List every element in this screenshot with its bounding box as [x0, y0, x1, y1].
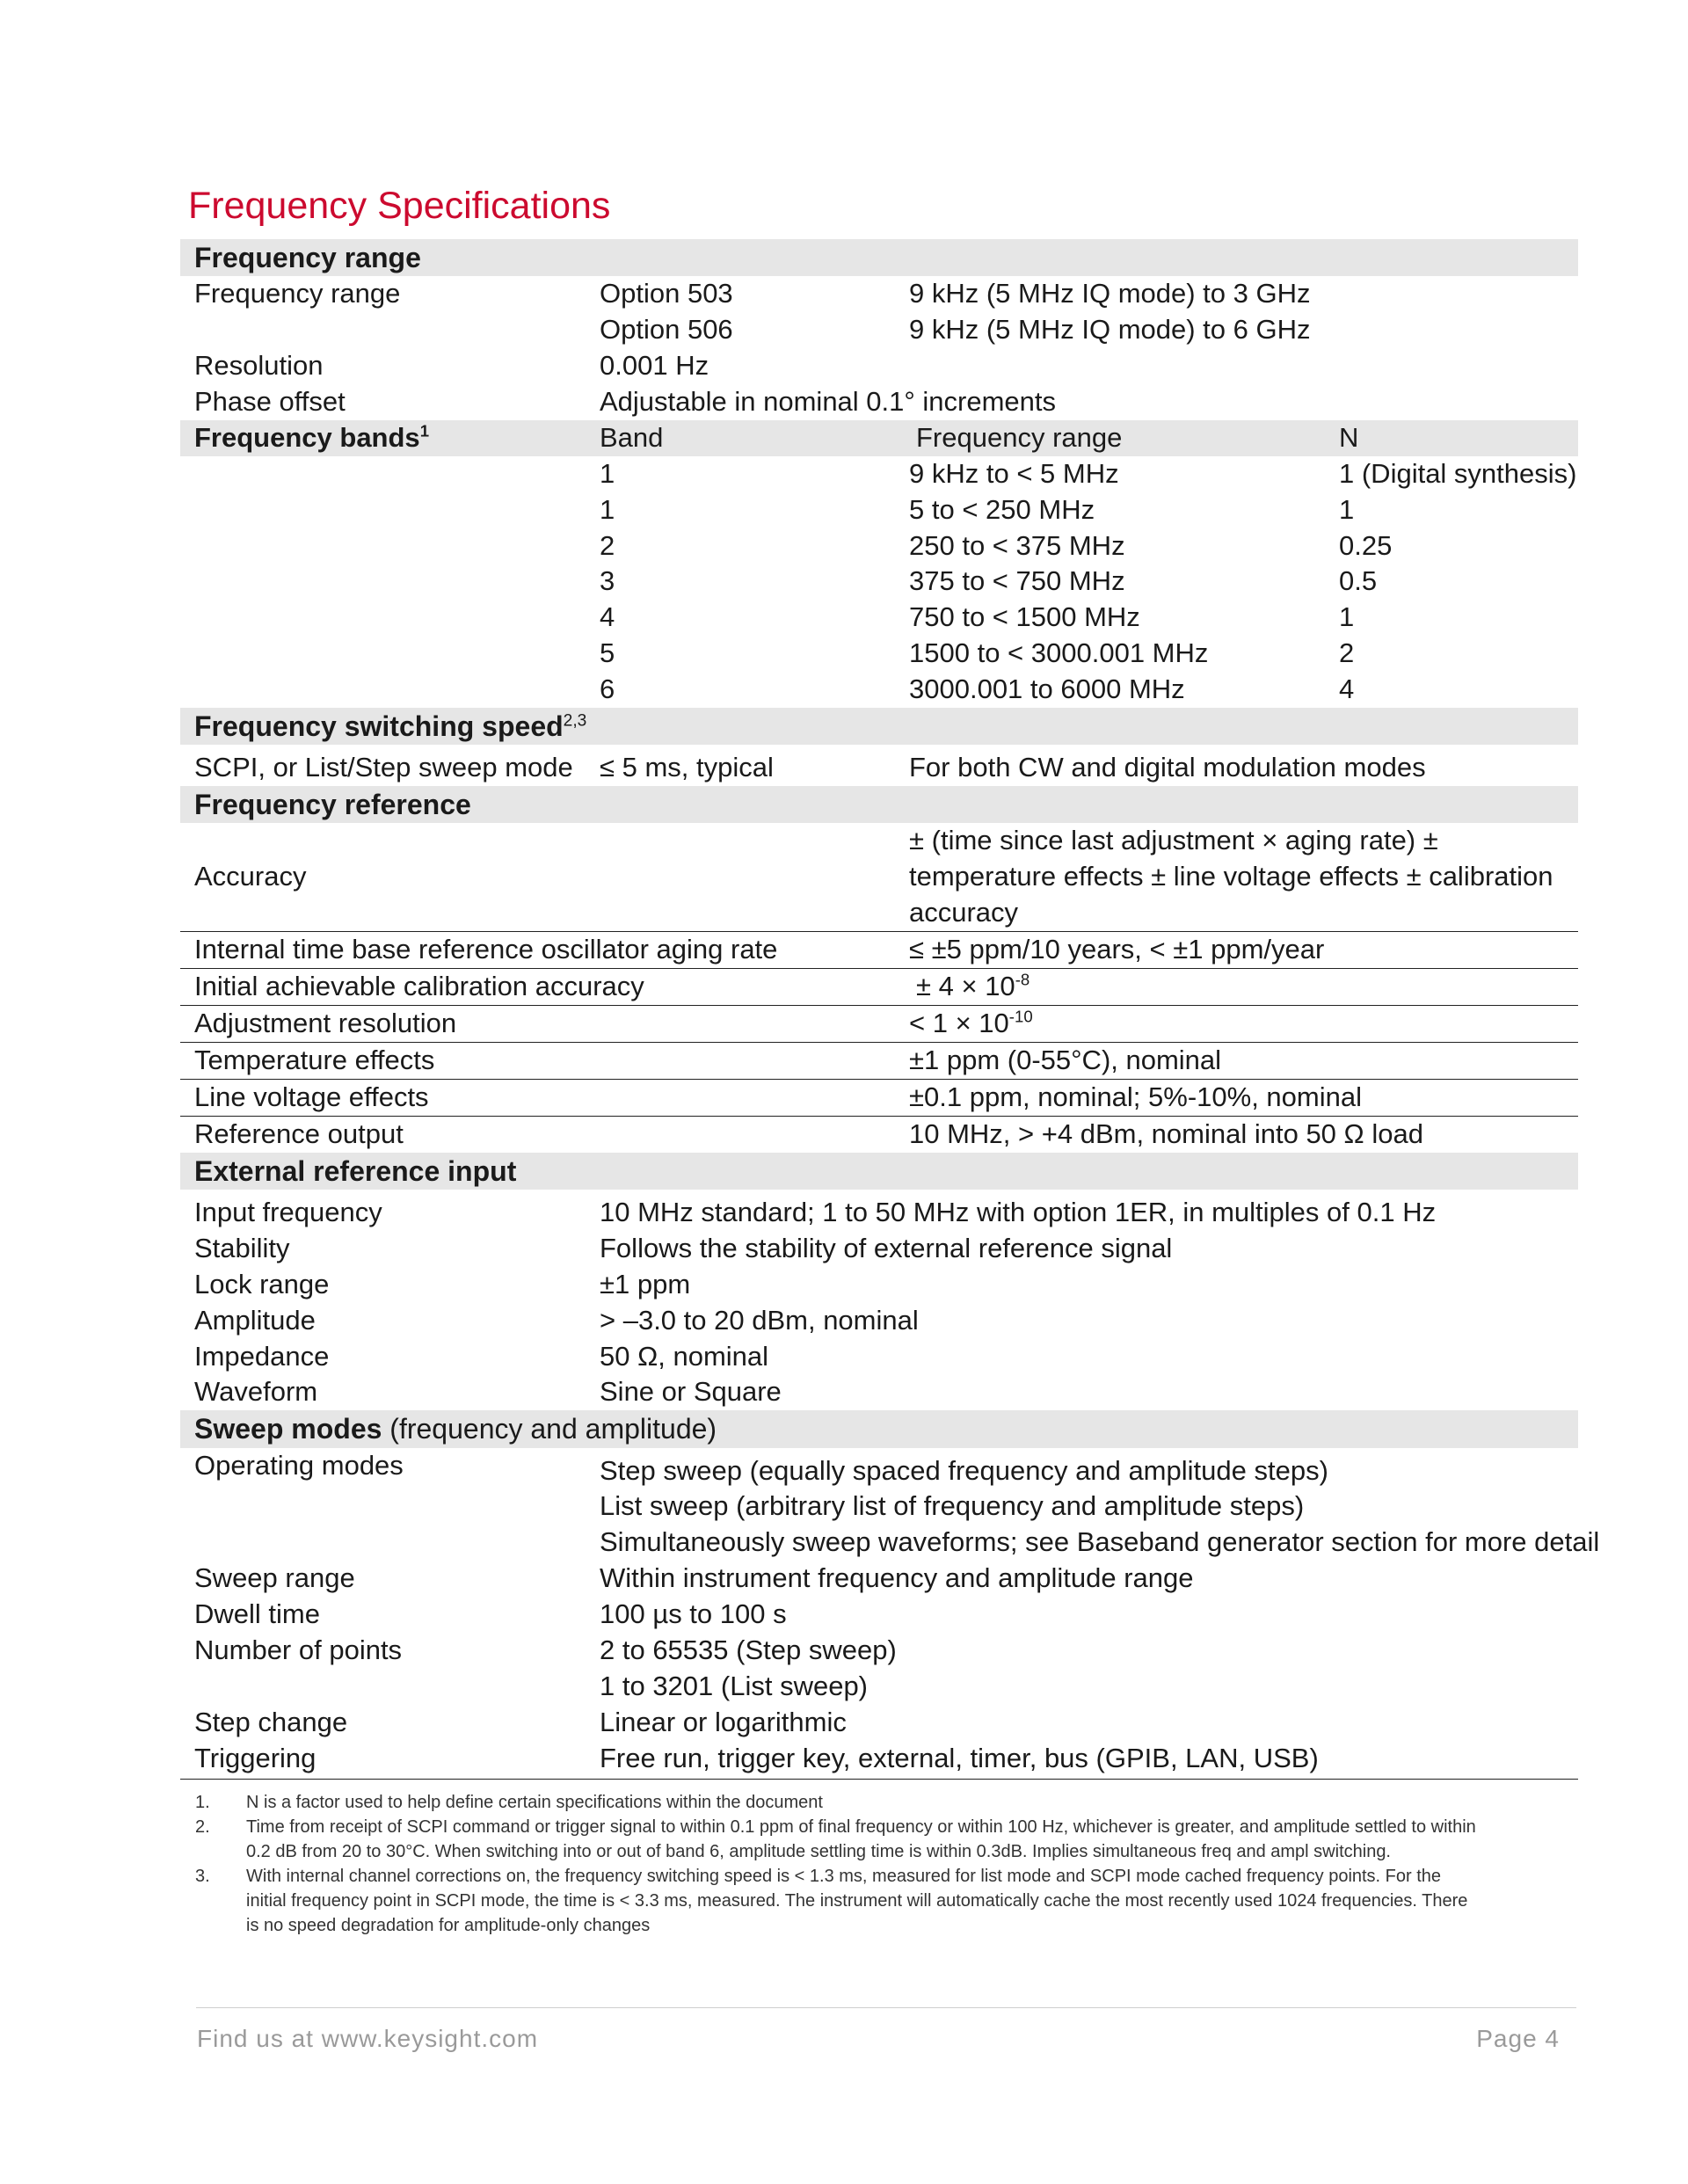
spec-value: 100 µs to 100 s — [600, 1598, 787, 1630]
band-n: 1 — [1339, 493, 1355, 525]
section-heading: Frequency reference — [180, 786, 1578, 823]
spec-option: Option 503 — [600, 278, 733, 309]
table-row — [180, 1079, 1578, 1116]
section-heading: Frequency bands$^1$ — [180, 420, 586, 456]
spec-label: Waveform — [194, 1376, 318, 1408]
table-row — [180, 384, 1578, 420]
section-heading: External reference input — [180, 1153, 1578, 1190]
spec-value: Follows the stability of external reference signal — [600, 1232, 1173, 1263]
table-row — [180, 1489, 1578, 1525]
spec-value: ≤ 5 ms, typical — [600, 752, 774, 783]
section-frequency-range — [180, 239, 1578, 276]
column-header-n: N — [1325, 420, 1578, 456]
table-row — [180, 492, 1578, 528]
spec-label: Number of points — [194, 1634, 403, 1666]
table-row — [180, 564, 1578, 600]
page-title: Frequency Specifications — [188, 185, 611, 227]
spec-value: 50 Ω, nominal — [600, 1340, 769, 1372]
spec-value: Free run, trigger key, external, timer, bus (GPIB, LAN, USB) — [586, 1741, 1578, 1779]
table-row — [180, 1006, 1578, 1043]
column-header-range: Frequency range — [895, 420, 1325, 456]
footnote: 1. N is a factor used to help define certain specifications within the document — [195, 1793, 823, 1812]
spec-label: Triggering — [180, 1741, 586, 1779]
table-row — [180, 1669, 1578, 1705]
table-row — [180, 1448, 1578, 1489]
spec-label: Stability — [194, 1232, 290, 1263]
band-n: 0.5 — [1339, 565, 1378, 597]
band-range: 9 kHz to < 5 MHz — [909, 457, 1119, 489]
table-row — [180, 1374, 1578, 1410]
table-row — [180, 1339, 1578, 1375]
spec-value: List sweep (arbitrary list of frequency and amplitude steps) — [600, 1490, 1305, 1522]
spec-value: 10 MHz standard; 1 to 50 MHz with option 1ER, in multiples of 0.1 Hz — [600, 1196, 1437, 1227]
spec-value: ± (time since last adjustment × aging rate) ± temperature effects ± line voltage effects ± calibration accuracy — [895, 823, 1578, 931]
footnotes — [195, 1790, 1479, 1938]
spec-value: ±1 ppm — [600, 1268, 691, 1299]
spec-label: Frequency range — [194, 278, 401, 309]
spec-value: Adjustable in nominal 0.1° increments — [600, 385, 1057, 417]
band-number: 1 — [600, 493, 615, 525]
spec-label: Temperature effects — [180, 1042, 895, 1079]
spec-label: Adjustment resolution — [180, 1006, 895, 1043]
spec-label: Initial achievable calibration accuracy — [180, 969, 895, 1006]
table-row — [180, 672, 1578, 708]
section-external-reference — [180, 1153, 1578, 1190]
spec-label: Resolution — [194, 350, 324, 382]
table-row — [180, 1633, 1578, 1669]
column-header-band: Band — [586, 420, 895, 456]
footnote: 3. With internal channel corrections on, the frequency switching speed is < 1.3 ms, measured for list mode and SCPI mode cached frequency points. For the initial frequency point in SCPI mode, the time is < 3.3 ms, measured. The instrument will automatically cache the most recently used 1024 frequencies. There is no speed degradation for amplitude-only changes — [195, 1867, 1468, 1935]
spec-label: Line voltage effects — [180, 1079, 895, 1116]
table-row — [180, 528, 1578, 564]
spec-label: Amplitude — [194, 1304, 316, 1336]
spec-label: Impedance — [194, 1340, 330, 1372]
spec-table — [180, 239, 1600, 1780]
spec-label: Input frequency — [194, 1196, 382, 1227]
spec-value: ±1 ppm (0-55°C), nominal — [895, 1042, 1578, 1079]
spec-value: 9 kHz (5 MHz IQ mode) to 6 GHz — [909, 314, 1311, 346]
spec-value: Sine or Square — [600, 1376, 782, 1408]
table-row — [180, 636, 1578, 672]
spec-value: 1 to 3201 (List sweep) — [600, 1670, 869, 1701]
band-number: 6 — [600, 673, 615, 705]
table-row — [180, 932, 1578, 969]
band-number: 5 — [600, 637, 615, 669]
section-frequency-reference — [180, 786, 1578, 823]
section-heading: Frequency switching speed$^{2,3}$ — [180, 708, 1578, 745]
spec-value: Within instrument frequency and amplitude range — [600, 1562, 1194, 1594]
footer-website[interactable]: Find us at www.keysight.com — [197, 2025, 539, 2052]
page-number: Page 4 — [1476, 2025, 1560, 2052]
spec-label: Phase offset — [194, 385, 346, 417]
table-row — [180, 1705, 1578, 1741]
table-row — [180, 348, 1578, 384]
band-n: 1 — [1339, 601, 1355, 633]
table-row — [180, 1116, 1578, 1152]
spec-value: 10 MHz, > +4 dBm, nominal into 50 Ω load — [909, 1117, 1423, 1149]
section-heading: Sweep modes (frequency and amplitude) — [180, 1410, 1578, 1447]
table-row — [180, 1597, 1578, 1633]
table-row — [180, 600, 1578, 636]
spec-value: 9 kHz (5 MHz IQ mode) to 3 GHz — [909, 278, 1311, 309]
spec-value: 0.001 Hz — [600, 350, 709, 382]
spec-label: Dwell time — [194, 1598, 320, 1630]
spec-label: Accuracy — [180, 823, 895, 931]
band-range: 5 to < 250 MHz — [909, 493, 1095, 525]
spec-label: Lock range — [194, 1268, 330, 1299]
spec-option: Option 506 — [600, 314, 733, 346]
table-row — [180, 1042, 1578, 1079]
band-range: 1500 to < 3000.001 MHz — [909, 637, 1209, 669]
spec-value: Step sweep (equally spaced frequency and amplitude steps) — [600, 1454, 1328, 1486]
spec-value: ≤ ±5 ppm/10 years, < ±1 ppm/year — [895, 932, 1578, 969]
footer-divider — [196, 2007, 1576, 2008]
table-row — [180, 1303, 1578, 1339]
spec-value: Simultaneously sweep waveforms; see Baseband generator section for more detail — [600, 1526, 1600, 1558]
section-sweep-modes — [180, 1410, 1578, 1447]
band-number: 1 — [600, 457, 615, 489]
table-row — [180, 1525, 1578, 1561]
spec-label: Step change — [194, 1706, 348, 1737]
table-row — [180, 745, 1578, 786]
spec-value: > –3.0 to 20 dBm, nominal — [600, 1304, 919, 1336]
footnote: 2. Time from receipt of SCPI command or trigger signal to within 0.1 ppm of final frequency or within 100 Hz, whichever is greater, and amplitude settled to within 0.2 dB from 20 to 30°C. When switching into or out of band 6, amplitude settling time is within 0.3dB. Implies simultaneous freq and ampl switching. — [195, 1817, 1476, 1861]
table-row — [180, 1267, 1578, 1303]
table-row — [180, 1741, 1578, 1779]
band-n: 2 — [1339, 637, 1355, 669]
table-row — [180, 823, 1578, 931]
band-n: 1 (Digital synthesis) — [1339, 457, 1577, 489]
spec-value: ± $4 \times 10^{-8}$ — [895, 969, 1578, 1006]
table-row — [180, 1190, 1578, 1231]
band-range: 750 to < 1500 MHz — [909, 601, 1140, 633]
table-row — [180, 312, 1578, 348]
spec-value: 2 to 65535 (Step sweep) — [600, 1634, 897, 1666]
band-range: 375 to < 750 MHz — [909, 565, 1125, 597]
section-frequency-bands — [180, 420, 1578, 456]
spec-label: SCPI, or List/Step sweep mode — [194, 752, 573, 783]
table-row — [180, 969, 1578, 1006]
spec-value: ±0.1 ppm, nominal; 5%-10%, nominal — [895, 1079, 1578, 1116]
spec-label: Sweep range — [194, 1562, 355, 1594]
spec-note: For both CW and digital modulation modes — [909, 752, 1426, 783]
band-n: 4 — [1339, 673, 1355, 705]
band-number: 3 — [600, 565, 615, 597]
spec-value: < $1 \times 10^{-10}$ — [895, 1006, 1578, 1043]
spec-label: Operating modes — [194, 1449, 404, 1481]
table-row — [180, 1231, 1578, 1267]
band-number: 2 — [600, 529, 615, 561]
table-row — [180, 1561, 1578, 1597]
table-row — [180, 276, 1578, 312]
band-n: 0.25 — [1339, 529, 1393, 561]
band-range: 250 to < 375 MHz — [909, 529, 1125, 561]
table-row — [180, 456, 1578, 492]
section-switching-speed — [180, 708, 1578, 745]
spec-label: Reference output — [194, 1117, 404, 1149]
spec-value: Linear or logarithmic — [600, 1706, 847, 1737]
spec-label: Internal time base reference oscillator aging rate — [180, 932, 895, 969]
band-range: 3000.001 to 6000 MHz — [909, 673, 1185, 705]
section-heading: Frequency range — [180, 239, 1578, 276]
band-number: 4 — [600, 601, 615, 633]
